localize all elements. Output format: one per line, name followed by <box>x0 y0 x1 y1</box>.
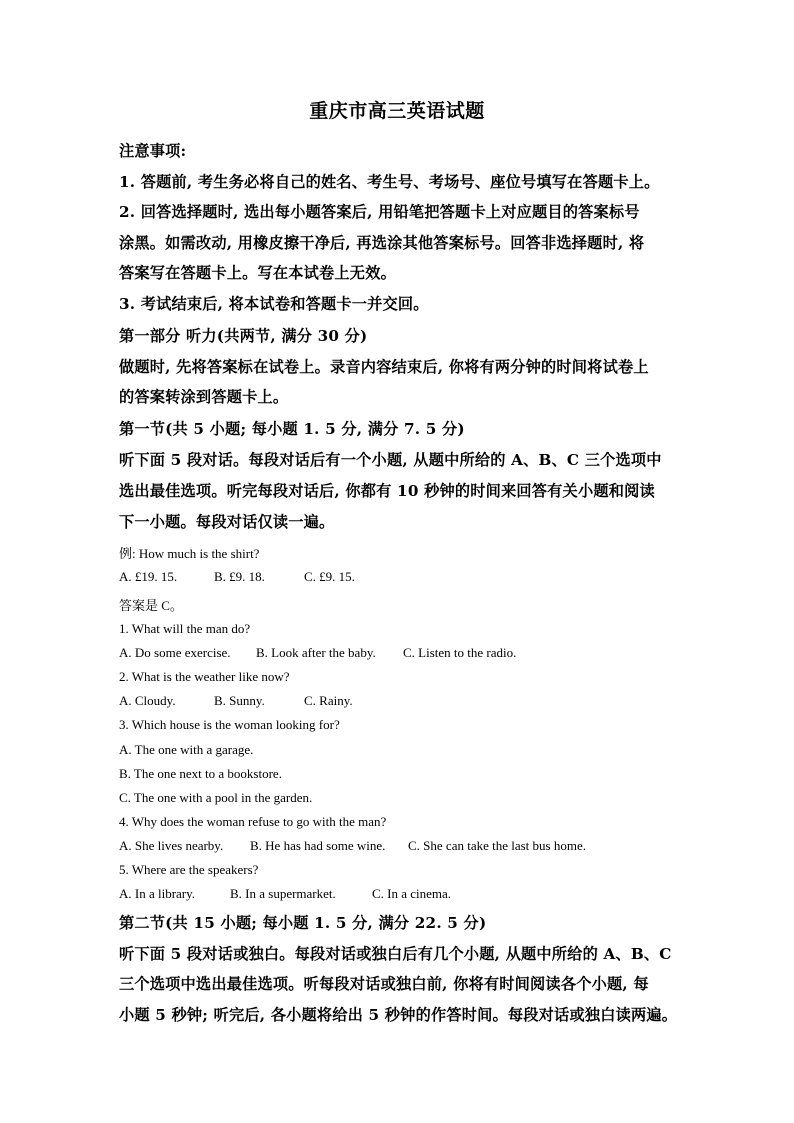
notice-item-1: 1. 答题前, 考生务必将自己的姓名、考生号、考场号、座位号填写在答题卡上。 <box>119 173 660 191</box>
section2-intro-line-2: 三个选项中选出最佳选项。听每段对话或独白前, 你将有时间阅读各个小题, 每 <box>119 975 649 993</box>
question-3: 3. Which house is the woman looking for? <box>119 717 340 732</box>
section1-intro-line-1: 听下面 5 段对话。每段对话后有一个小题, 从题中所给的 A、B、C 三个选项中 <box>119 451 662 469</box>
question-3-option-a: A. The one with a garage. <box>119 742 254 757</box>
section1-intro-line-3: 下一小题。每段对话仅读一遍。 <box>119 513 335 531</box>
example-option-c: C. £9. 15. <box>304 569 355 584</box>
question-2-option-b: B. Sunny. <box>214 693 265 708</box>
question-3-option-c: C. The one with a pool in the garden. <box>119 790 313 805</box>
section2-intro-line-3: 小题 5 秒钟; 听完后, 各小题将给出 5 秒钟的作答时间。每段对话或独白读两遍。 <box>119 1006 678 1024</box>
question-5-option-c: C. In a cinema. <box>372 886 452 901</box>
page-title: 重庆市高三英语试题 <box>309 100 485 122</box>
notice-item-2-line-3: 答案写在答题卡上。写在本试卷上无效。 <box>119 264 396 282</box>
notice-item-2-line-2: 涂黑。如需改动, 用橡皮擦干净后, 再选涂其他答案标号。回答非选择题时, 将 <box>119 234 645 252</box>
question-5: 5. Where are the speakers? <box>119 862 259 877</box>
question-4-option-a: A. She lives nearby. <box>119 838 224 853</box>
notice-item-2-line-1: 2. 回答选择题时, 选出每小题答案后, 用铅笔把答题卡上对应题目的答案标号 <box>119 203 640 221</box>
section2-intro-line-1: 听下面 5 段对话或独白。每段对话或独白后有几个小题, 从题中所给的 A、B、C <box>119 945 672 963</box>
section2-heading: 第二节(共 15 小题; 每小题 1. 5 分, 满分 22. 5 分) <box>119 914 487 932</box>
question-4-option-b: B. He has had some wine. <box>250 838 386 853</box>
section1-heading: 第一节(共 5 小题; 每小题 1. 5 分, 满分 7. 5 分) <box>119 420 465 438</box>
part1-heading: 第一部分 听力(共两节, 满分 30 分) <box>119 327 368 345</box>
notice-item-3: 3. 考试结束后, 将本试卷和答题卡一并交回。 <box>119 295 429 313</box>
question-3-option-b: B. The one next to a bookstore. <box>119 766 282 781</box>
example-answer: 答案是 C。 <box>119 598 183 613</box>
question-2: 2. What is the weather like now? <box>119 669 290 684</box>
part1-intro-line-2: 的答案转涂到答题卡上。 <box>119 388 289 406</box>
question-2-option-a: A. Cloudy. <box>119 693 176 708</box>
example-question: 例: How much is the shirt? <box>119 546 260 561</box>
section1-intro-line-2: 选出最佳选项。听完每段对话后, 你都有 10 秒钟的时间来回答有关小题和阅读 <box>119 482 655 500</box>
question-5-option-a: A. In a library. <box>119 886 196 901</box>
question-1-option-a: A. Do some exercise. <box>119 645 231 660</box>
question-1: 1. What will the man do? <box>119 621 251 636</box>
part1-intro-line-1: 做题时, 先将答案标在试卷上。录音内容结束后, 你将有两分钟的时间将试卷上 <box>119 358 649 376</box>
question-5-option-b: B. In a supermarket. <box>230 886 336 901</box>
example-option-b: B. £9. 18. <box>214 569 265 584</box>
question-4: 4. Why does the woman refuse to go with the man? <box>119 814 387 829</box>
question-1-option-b: B. Look after the baby. <box>256 645 376 660</box>
question-1-option-c: C. Listen to the radio. <box>403 645 517 660</box>
example-option-a: A. £19. 15. <box>119 569 178 584</box>
notice-heading: 注意事项: <box>119 142 187 160</box>
question-2-option-c: C. Rainy. <box>304 693 353 708</box>
question-4-option-c: C. She can take the last bus home. <box>408 838 586 853</box>
